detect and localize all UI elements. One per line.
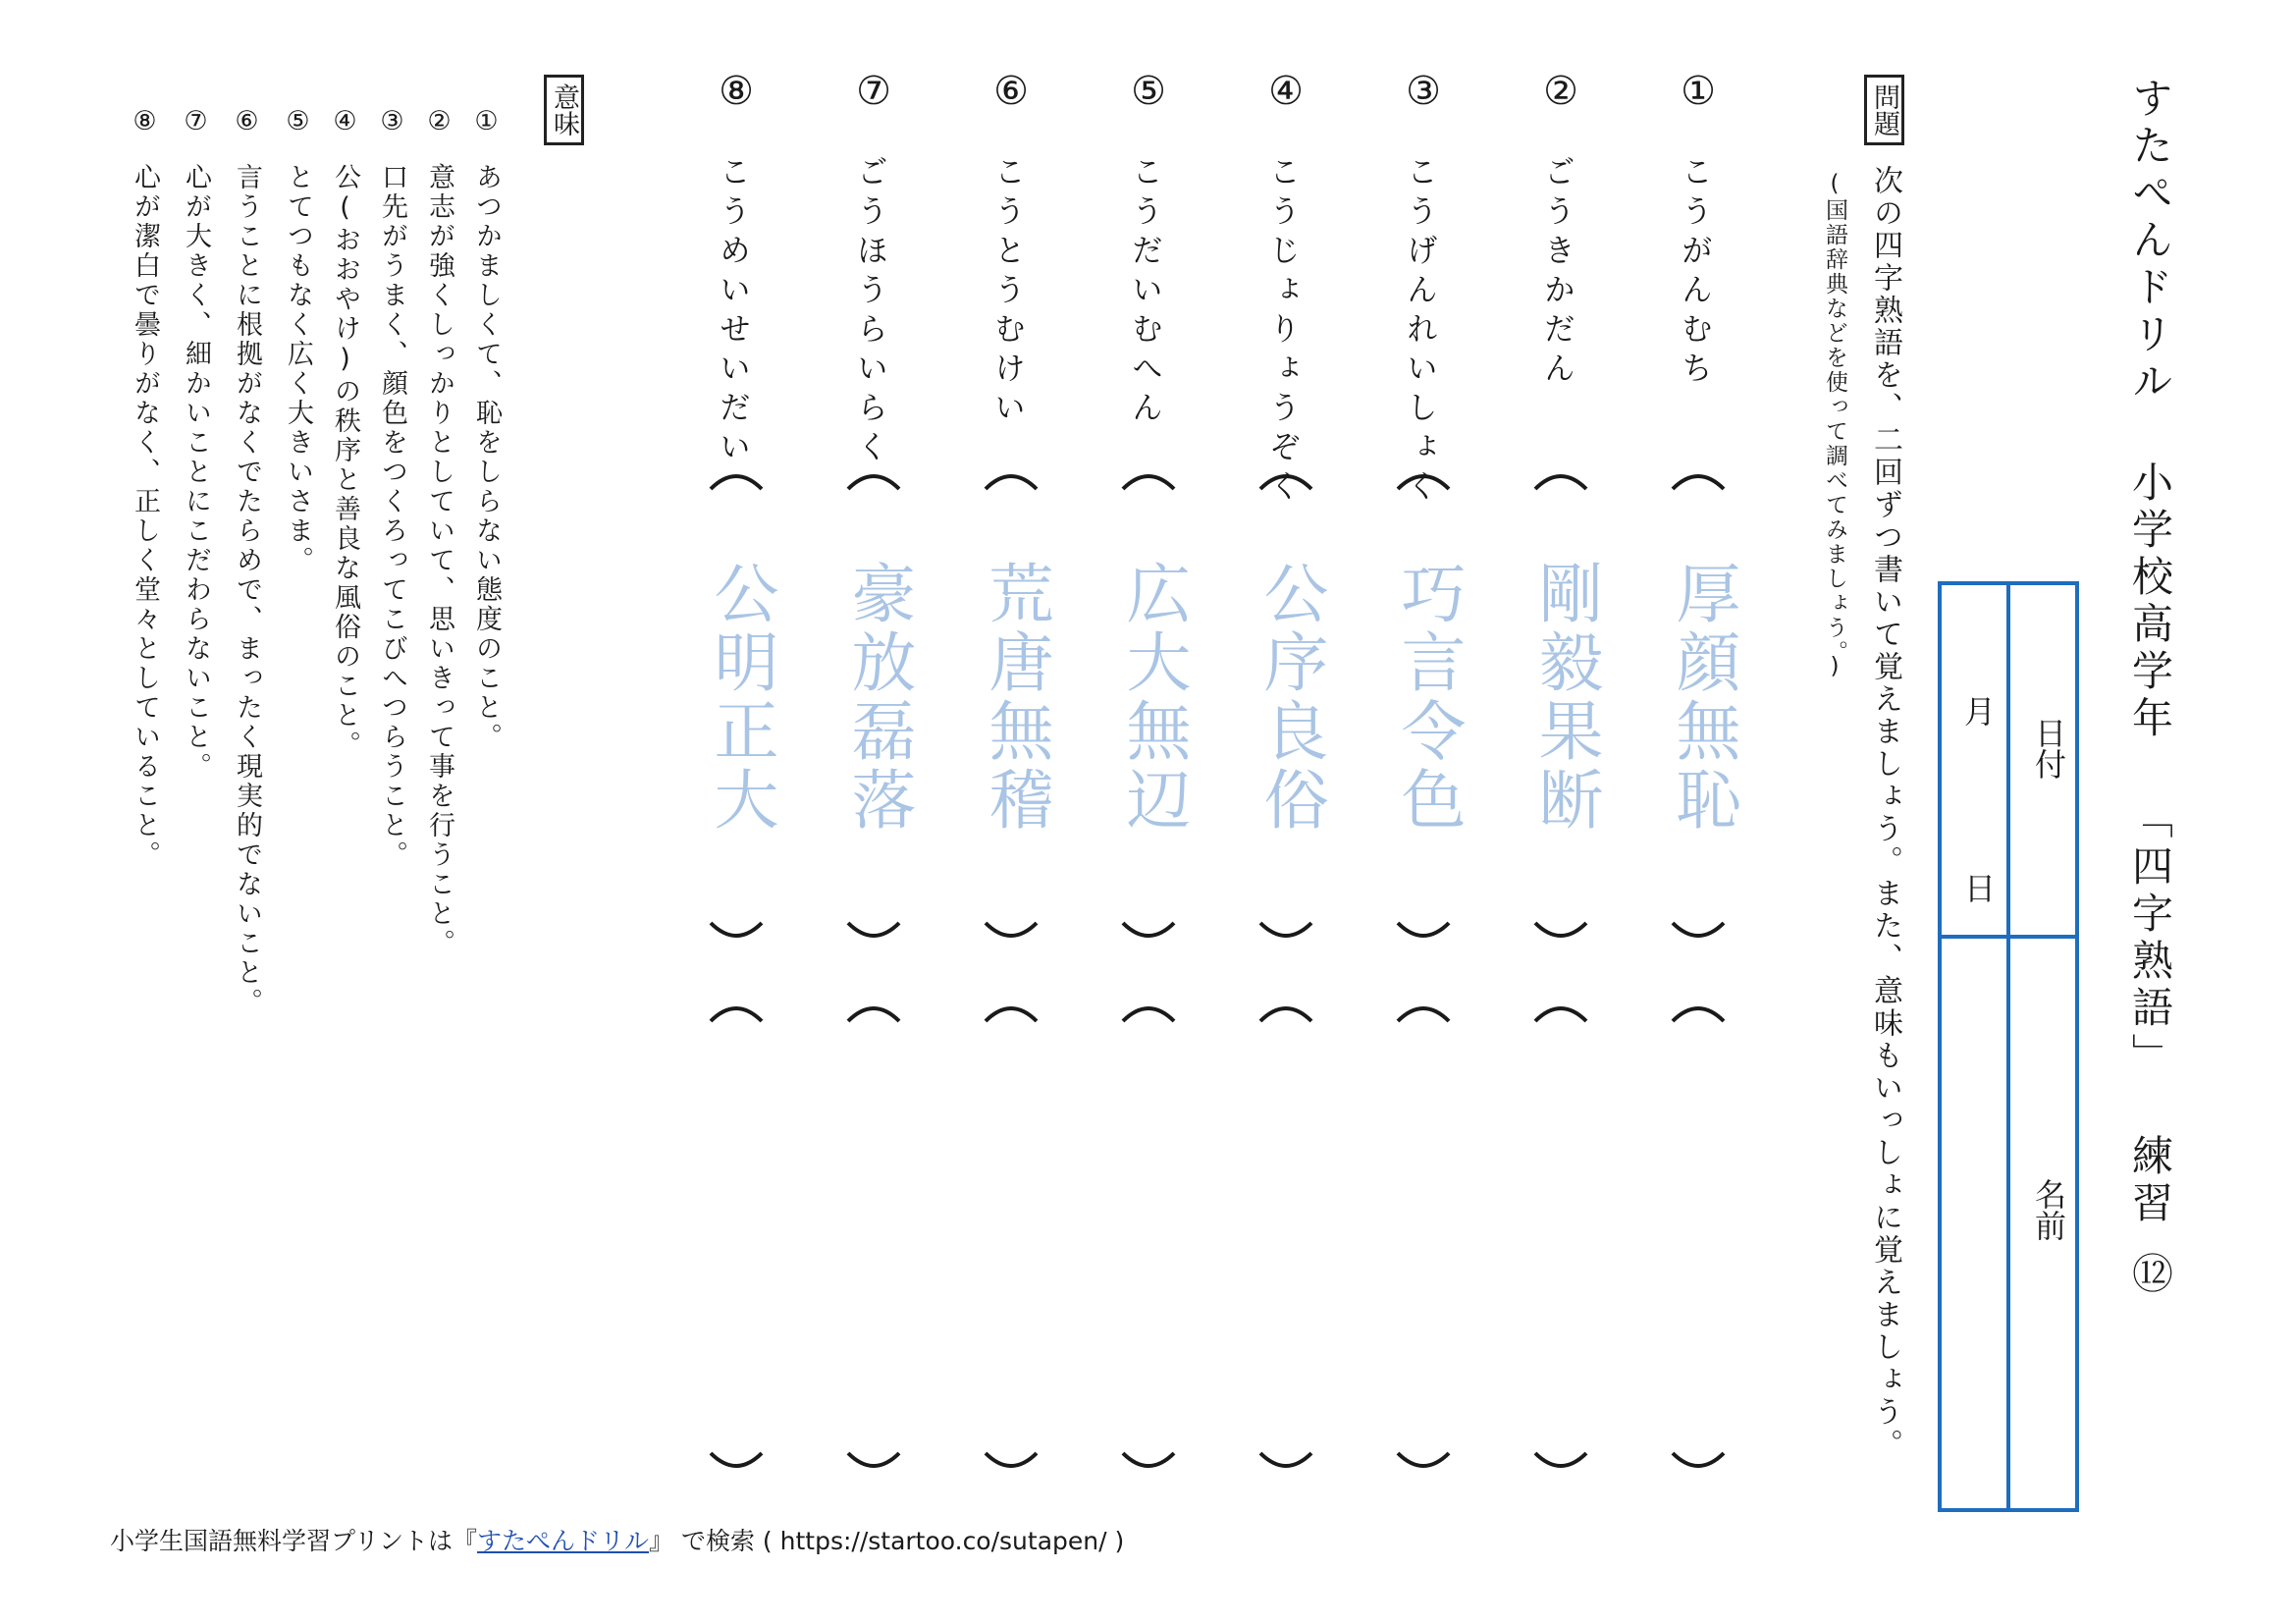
meaning-number: ⑦ <box>181 106 211 139</box>
reading-text: こうめいせいだい <box>715 155 752 469</box>
meaning-text: 心が大きく、細かいことにこだわらないこと。 <box>181 163 211 782</box>
footer-suffix: 』 で検索 ( https://startoo.co/sutapen/ ) <box>649 1527 1125 1555</box>
close-bracket <box>1669 919 1728 945</box>
trace-kanji: 公序良俗 <box>1253 560 1328 835</box>
trace-kanji: 荒唐無稽 <box>978 560 1053 835</box>
problem-number: ⑧ <box>719 69 754 114</box>
open-bracket <box>844 467 903 493</box>
meaning-text: 言うことに根拠がなくでたらめで、まったく現実的でないこと。 <box>232 163 262 1017</box>
meaning-label: 意味 <box>544 75 584 145</box>
reading-text: こうだいむへん <box>1127 155 1164 430</box>
meaning-number: ③ <box>377 106 407 139</box>
meaning-entry <box>326 106 364 760</box>
close-bracket <box>844 919 903 945</box>
meaning-number: ④ <box>330 106 360 139</box>
open-bracket <box>707 1000 766 1025</box>
close-bracket <box>1256 919 1315 945</box>
write-box-2[interactable] <box>1392 1035 1455 1445</box>
trace-kanji: 厚顔無恥 <box>1665 560 1740 835</box>
problem-label: 問題 <box>1864 75 1904 145</box>
close-bracket <box>982 919 1041 945</box>
write-box-1[interactable] <box>705 501 768 913</box>
open-bracket <box>707 467 766 493</box>
meaning-number: ② <box>424 106 454 139</box>
meaning-text: 口先がうまく、顔色をつくろってこびへつらうこと。 <box>377 163 407 870</box>
date-name-divider <box>2006 581 2010 1512</box>
instruction-text: 次の四字熟語を、二回ずつ書いて覚えましょう。また、意味もいっしょに覚えましょう。 <box>1868 165 1902 1461</box>
meaning-entry <box>467 106 506 752</box>
trace-kanji: 巧言令色 <box>1390 560 1466 835</box>
open-bracket <box>982 1000 1041 1025</box>
problem-number: ⑦ <box>856 69 891 114</box>
open-bracket <box>1669 467 1728 493</box>
meaning-entry <box>228 106 266 1017</box>
problem-number: ④ <box>1268 69 1304 114</box>
open-bracket <box>1119 467 1178 493</box>
write-box-2[interactable] <box>1529 1035 1592 1445</box>
close-bracket <box>1119 1449 1178 1475</box>
reading-text: こうとうむけい <box>989 155 1027 430</box>
open-bracket <box>1119 1000 1178 1025</box>
write-box-2[interactable] <box>842 1035 905 1445</box>
day-label: 日 <box>1959 872 1997 903</box>
write-box-1[interactable] <box>1255 501 1317 913</box>
sheet-title <box>2120 77 2179 1299</box>
meaning-number: ⑥ <box>232 106 262 139</box>
problem-number: ① <box>1681 69 1716 114</box>
meaning-text: とてつもなく広く大きいさま。 <box>283 163 313 575</box>
open-bracket <box>1669 1000 1728 1025</box>
write-box-2[interactable] <box>1117 1035 1180 1445</box>
trace-kanji: 公明正大 <box>703 560 778 835</box>
problem-number: ② <box>1543 69 1578 114</box>
date-label: 日付 <box>2030 717 2067 780</box>
problem-number: ③ <box>1406 69 1441 114</box>
footer-prefix: 小学生国語無料学習プリントは『 <box>110 1527 478 1555</box>
name-label: 名前 <box>2030 1178 2067 1241</box>
reading-text: こうじょりょうぞく <box>1264 155 1302 509</box>
problem-number: ⑤ <box>1131 69 1166 114</box>
meaning-entry <box>126 106 164 870</box>
close-bracket <box>1119 919 1178 945</box>
trace-kanji: 剛毅果断 <box>1527 560 1603 835</box>
meaning-entry <box>279 106 317 575</box>
meaning-text: あつかましくて、恥をしらない態度のこと。 <box>471 163 502 752</box>
meaning-number: ① <box>471 106 502 139</box>
open-bracket <box>1531 1000 1590 1025</box>
trace-kanji: 豪放磊落 <box>840 560 916 835</box>
sheet-title-text: すたぺんドリル 小学校高学年 「四字熟語」 練習 <box>2126 77 2174 1228</box>
write-box-2[interactable] <box>1255 1035 1317 1445</box>
meaning-entry <box>177 106 215 782</box>
meaning-text: 意志が強くしっかりとしていて、思いきって事を行うこと。 <box>424 163 454 958</box>
write-box-2[interactable] <box>1667 1035 1730 1445</box>
close-bracket <box>844 1449 903 1475</box>
reading-text: ごうきかだん <box>1539 155 1576 391</box>
reading-text: ごうほうらいらく <box>852 155 889 469</box>
close-bracket <box>1531 919 1590 945</box>
close-bracket <box>1531 1449 1590 1475</box>
sheet-number: ⑫ <box>2126 1252 2174 1299</box>
close-bracket <box>707 919 766 945</box>
close-bracket <box>1669 1449 1728 1475</box>
reading-text: こうげんれいしょく <box>1402 155 1439 509</box>
name-field[interactable] <box>1942 941 2004 1508</box>
write-box-1[interactable] <box>1117 501 1180 913</box>
write-box-1[interactable] <box>1392 501 1455 913</box>
instruction-note: (国語辞典などを使って調べてみましょう。) <box>1822 171 1847 681</box>
meaning-entry <box>373 106 411 870</box>
meaning-entry <box>420 106 458 958</box>
close-bracket <box>1394 919 1453 945</box>
close-bracket <box>1256 1449 1315 1475</box>
write-box-1[interactable] <box>1529 501 1592 913</box>
open-bracket <box>1256 467 1315 493</box>
write-box-2[interactable] <box>705 1035 768 1445</box>
date-name-separator <box>1938 935 2079 939</box>
close-bracket <box>1394 1449 1453 1475</box>
month-label: 月 <box>1959 695 1997 727</box>
trace-kanji: 広大無辺 <box>1115 560 1191 835</box>
open-bracket <box>1531 467 1590 493</box>
meaning-number: ⑧ <box>130 106 160 139</box>
write-box-1[interactable] <box>980 501 1042 913</box>
open-bracket <box>1256 1000 1315 1025</box>
open-bracket <box>1394 1000 1453 1025</box>
meaning-text: 公(おおやけ)の秩序と善良な風俗のこと。 <box>330 163 360 760</box>
reading-text: こうがんむち <box>1677 155 1714 391</box>
footer-link[interactable]: すたぺんドリル <box>477 1527 650 1555</box>
close-bracket <box>982 1449 1041 1475</box>
write-box-2[interactable] <box>980 1035 1042 1445</box>
meaning-number: ⑤ <box>283 106 313 139</box>
meaning-text: 心が潔白で曇りがなく、正しく堂々としていること。 <box>130 163 160 870</box>
problem-number: ⑥ <box>993 69 1029 114</box>
close-bracket <box>707 1449 766 1475</box>
open-bracket <box>1394 467 1453 493</box>
open-bracket <box>982 467 1041 493</box>
write-box-1[interactable] <box>842 501 905 913</box>
write-box-1[interactable] <box>1667 501 1730 913</box>
open-bracket <box>844 1000 903 1025</box>
footer <box>110 1522 1124 1557</box>
